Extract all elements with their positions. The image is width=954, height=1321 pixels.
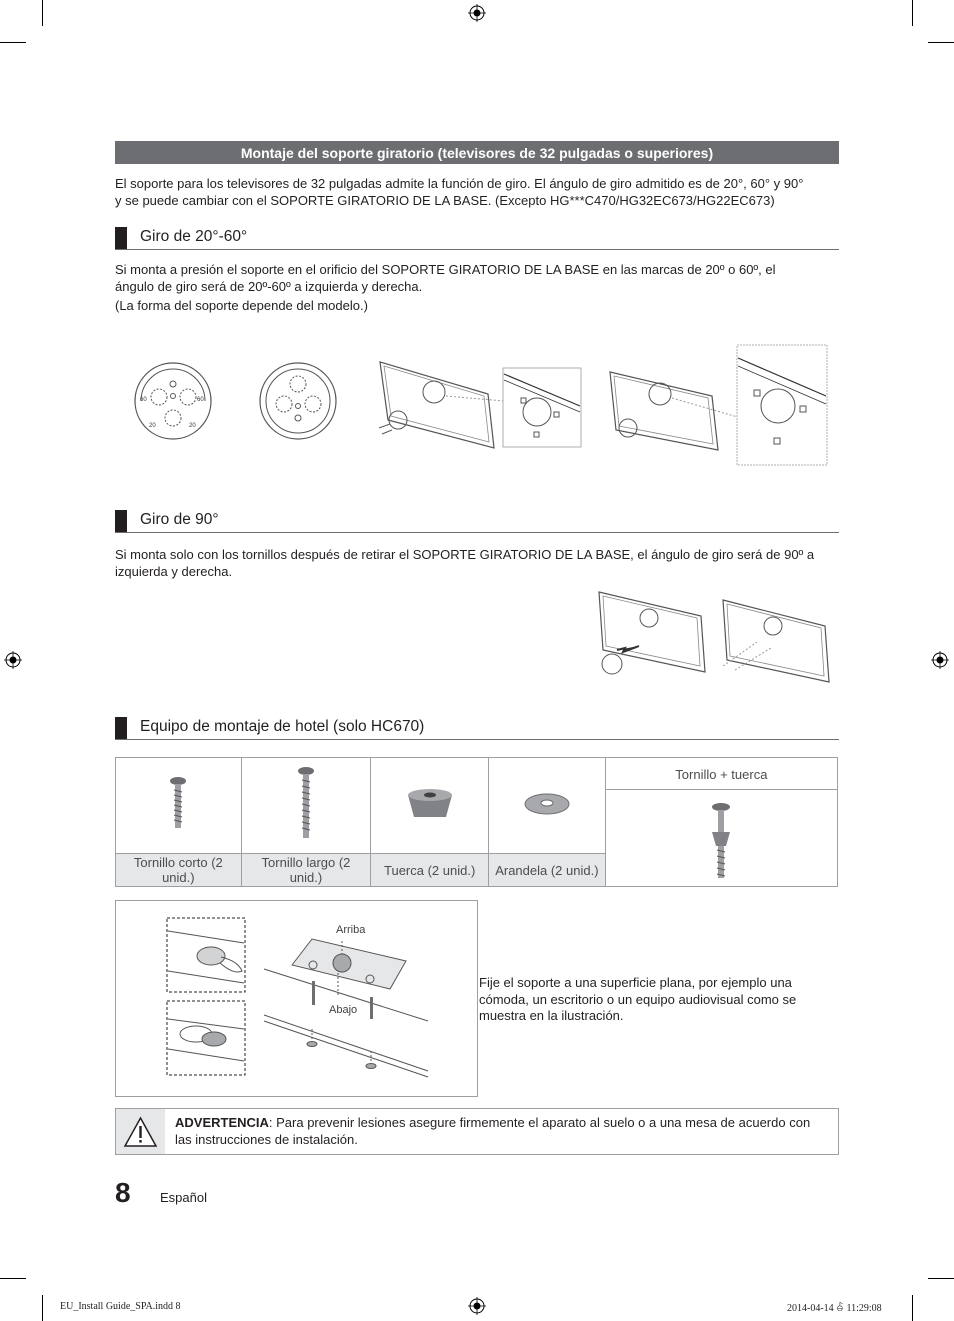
part-image-cell (371, 758, 489, 854)
warning-line: : Para prevenir lesiones asegure firmemente el aparato al suelo o a una mesa de acuerdo con (268, 1115, 811, 1130)
footer-date: 2014-04-14 ꊵ 11:29:08 (787, 1303, 882, 1314)
intro-line: y se puede cambiar con el SOPORTE GIRATORIO DE LA BASE. (Excepto HG***C470/HG32EC673/HG22EC673) (115, 192, 775, 208)
label-bottom: Abajo (329, 1004, 358, 1016)
section-title: Giro de 90° (140, 511, 219, 528)
label-line: Tornillo largo (2 (261, 855, 351, 870)
part-image-cell (116, 758, 242, 854)
crop-mark (912, 0, 913, 26)
text-line: Fije el soporte a una superficie plana, por ejemplo una (479, 975, 792, 990)
text-line: cómoda, un escritorio o un equipo audiovisual como se (479, 991, 797, 1007)
long-screw-icon (296, 766, 316, 842)
part-image-cell (489, 758, 606, 854)
label-line: unid.) (289, 870, 323, 885)
warning-label: ADVERTENCIA (175, 1115, 269, 1130)
crop-mark (928, 1278, 954, 1279)
registration-mark-icon (4, 651, 22, 669)
part-label: Tuerca (2 unid.) (371, 854, 489, 887)
section-heading-20-60 (115, 227, 839, 250)
section-heading-90 (115, 510, 839, 533)
washer-icon (523, 792, 571, 816)
page-number: 8 (115, 1177, 131, 1208)
dial-mark: 20 (189, 423, 196, 429)
section-title: Equipo de montaje de hotel (solo HC670) (140, 718, 425, 735)
swivel-dial-diagram-60 (256, 360, 340, 442)
label-line: Tornillo corto (2 (133, 855, 223, 870)
screw-nut-combo-icon (708, 802, 734, 882)
part-image-cell (241, 758, 371, 854)
part-label: Arandela (2 unid.) (489, 854, 606, 887)
crop-mark (0, 1278, 26, 1279)
label-top: Arriba (336, 924, 366, 936)
model-note: (La forma del soporte depende del modelo.) (115, 298, 368, 313)
heading-bar (115, 227, 127, 249)
warning-triangle-icon (116, 1109, 165, 1154)
section2-text (115, 547, 855, 580)
section1-text (115, 262, 855, 315)
stand-assembly-diagram-2 (606, 344, 830, 467)
page-language: Español (160, 1190, 207, 1205)
section-banner: Montaje del soporte giratorio (televisores de 32 pulgadas o superiores) (115, 141, 839, 164)
text-line: Si monta a presión el soporte en el orificio del SOPORTE GIRATORIO DE LA BASE en las marcas de 20º o 60º, el (115, 262, 776, 277)
combo-cell (605, 758, 837, 887)
dial-mark: 20 (149, 423, 156, 429)
text-line: ángulo de giro será de 20º-60º a izquierda y derecha. (115, 278, 423, 294)
hotel-mount-diagram (116, 901, 477, 1096)
combo-label: Tornillo + tuerca (606, 758, 837, 790)
stand-removal-diagram (595, 588, 835, 688)
intro-text (115, 176, 855, 209)
crop-mark (928, 42, 954, 43)
swivel-dial-diagram-20 (131, 360, 215, 442)
text-line: muestra en la ilustración. (479, 1008, 624, 1023)
heading-bar (115, 510, 127, 532)
crop-mark (42, 0, 43, 26)
warning-text (175, 1115, 837, 1148)
section-heading-hotel-kit (115, 717, 839, 740)
footer-file: EU_Install Guide_SPA.indd 8 (60, 1301, 181, 1312)
crop-mark (0, 42, 26, 43)
registration-mark-icon (468, 1297, 486, 1315)
fix-instructions (479, 975, 839, 1025)
part-label (241, 854, 371, 887)
crop-mark (912, 1295, 913, 1321)
registration-mark-icon (468, 4, 486, 22)
parts-table (115, 757, 838, 887)
intro-line: El soporte para los televisores de 32 pulgadas admite la función de giro. El ángulo de giro admitido es de 20°, 60° y 90° (115, 176, 804, 191)
warning-icon-area (116, 1109, 165, 1154)
short-screw-icon (168, 776, 188, 832)
part-label (116, 854, 242, 887)
warning-box (115, 1108, 839, 1155)
text-line: izquierda y derecha. (115, 563, 233, 579)
nut-icon (406, 787, 454, 821)
dial-mark: 60 (197, 397, 204, 403)
text-line: Si monta solo con los tornillos después de retirar el SOPORTE GIRATORIO DE LA BASE, el ángulo de giro será de 90º a (115, 547, 815, 562)
warning-line: las instrucciones de instalación. (175, 1131, 358, 1147)
mounting-figure (115, 900, 478, 1097)
section-title: Giro de 20°-60° (140, 228, 248, 245)
dial-mark: 60 (140, 397, 147, 403)
heading-bar (115, 717, 127, 739)
stand-assembly-diagram-1 (376, 356, 586, 454)
registration-mark-icon (931, 651, 949, 669)
crop-mark (42, 1295, 43, 1321)
label-line: unid.) (162, 870, 195, 885)
